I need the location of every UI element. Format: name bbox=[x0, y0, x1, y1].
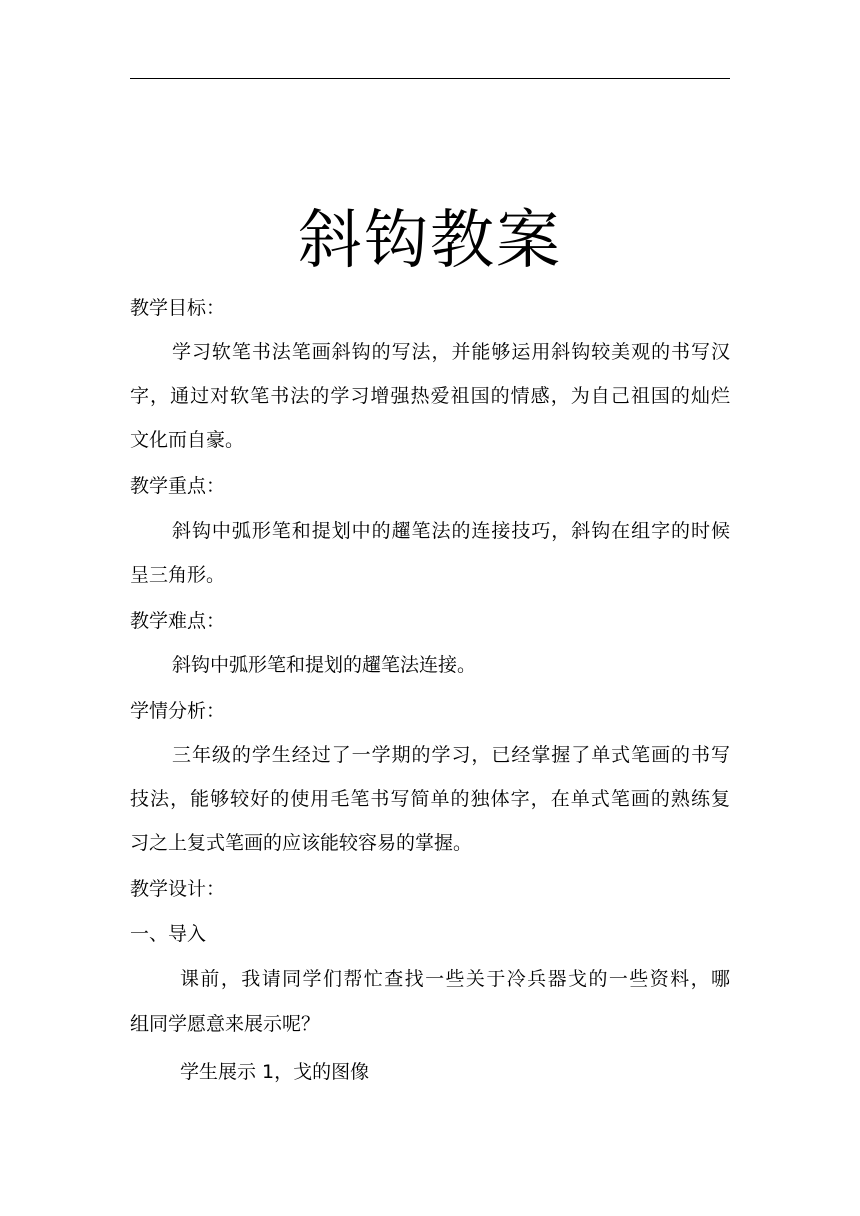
heading-difficulties: 教学难点： bbox=[130, 610, 226, 632]
heading-objectives: 教学目标： bbox=[130, 297, 226, 319]
heading-design: 教学设计： bbox=[130, 878, 226, 900]
paragraph-line: 字，通过对软笔书法的学习增强热爱祖国的情感，为自己祖国的灿烂 bbox=[130, 385, 730, 407]
document-title: 斜钩教案 bbox=[298, 204, 562, 278]
paragraph-line: 学习软笔书法笔画斜钩的写法，并能够运用斜钩较美观的书写汉 bbox=[172, 341, 730, 363]
heading-key-points: 教学重点： bbox=[130, 475, 226, 497]
paragraph-line: 斜钩中弧形笔和提划的趯笔法连接。 bbox=[172, 654, 477, 676]
heading-analysis: 学情分析： bbox=[130, 700, 226, 722]
paragraph-line: 课前，我请同学们帮忙查找一些关于冷兵器戈的一些资料，哪 bbox=[180, 968, 730, 990]
header-rule bbox=[130, 78, 730, 79]
paragraph-line: 三年级的学生经过了一学期的学习，已经掌握了单式笔画的书写 bbox=[172, 744, 730, 766]
paragraph-line: 文化而自豪。 bbox=[130, 429, 245, 451]
paragraph-line: 斜钩中弧形笔和提划中的趯笔法的连接技巧，斜钩在组字的时候 bbox=[172, 520, 730, 542]
step-heading-intro: 一、导入 bbox=[130, 923, 207, 945]
paragraph-line: 习之上复式笔画的应该能较容易的掌握。 bbox=[130, 832, 473, 854]
student-show-line: 学生展示 1，戈的图像 bbox=[180, 1061, 370, 1083]
paragraph-line: 组同学愿意来展示呢？ bbox=[130, 1013, 321, 1035]
paragraph-line: 呈三角形。 bbox=[130, 564, 226, 586]
paragraph-line: 技法，能够较好的使用毛笔书写简单的独体字，在单式笔画的熟练复 bbox=[130, 788, 730, 810]
